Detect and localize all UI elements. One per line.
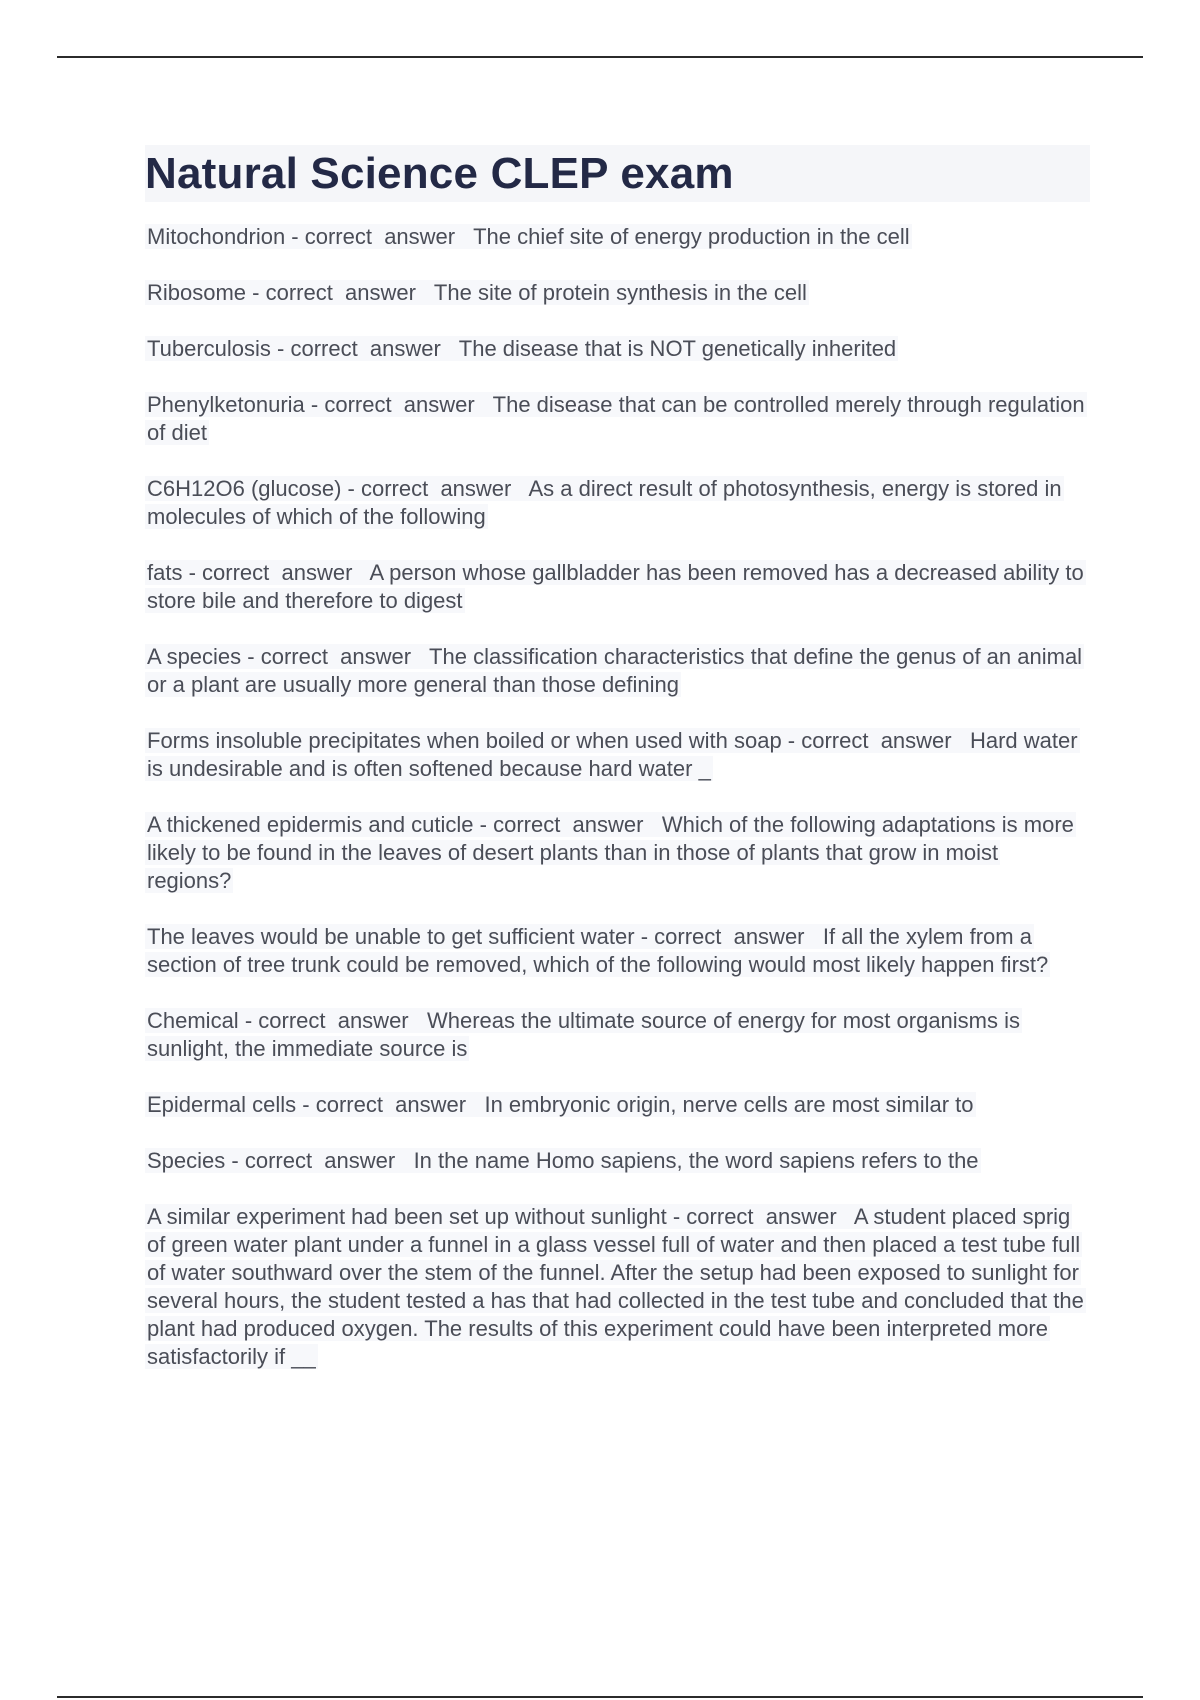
qa-separator: - correct answer (182, 560, 370, 585)
bottom-rule (57, 1696, 1143, 1698)
qa-answer: A species (147, 644, 242, 669)
qa-separator: - correct answer (781, 728, 970, 753)
qa-text (145, 924, 1050, 977)
qa-question: As a direct result of photosynthesis, energy is stored in molecules of which of the following (147, 476, 1062, 529)
qa-separator: - correct answer (634, 924, 823, 949)
qa-text (145, 728, 1080, 781)
qa-question: A student placed sprig of green water plant under a funnel in a glass vessel full of water and then placed a test tube full of water southward over the stem of the funnel. After the setup had been exposed to sunlight for several hours, the student tested a has that had collected in the test tube and concluded that the plant had produced oxygen. The results of this experiment could have been interpreted more satisfactorily if __ (147, 1204, 1084, 1369)
qa-question: Which of the following adaptations is more likely to be found in the leaves of desert plants than in those of plants that grow in moist regions? (147, 812, 1074, 893)
qa-answer: Mitochondrion (147, 224, 286, 249)
qa-text (145, 1092, 976, 1117)
qa-text (145, 1148, 981, 1173)
qa-item (145, 923, 1090, 979)
qa-separator: - correct answer (666, 1204, 854, 1229)
qa-text (145, 476, 1064, 529)
qa-answer: Tuberculosis (147, 336, 271, 361)
qa-separator: - correct answer (246, 280, 434, 305)
qa-list (145, 223, 1090, 1371)
qa-question: In embryonic origin, nerve cells are most similar to (484, 1092, 974, 1117)
top-rule (57, 56, 1143, 58)
qa-item (145, 1203, 1090, 1371)
qa-question: The chief site of energy production in the cell (473, 224, 910, 249)
qa-item (145, 279, 1090, 307)
qa-answer: fats (147, 560, 183, 585)
title-banner (145, 145, 1090, 202)
qa-separator: - correct answer (473, 812, 662, 837)
qa-item (145, 1147, 1090, 1175)
qa-text (145, 812, 1076, 893)
qa-answer: A similar experiment had been set up without sunlight (147, 1204, 667, 1229)
qa-text (145, 392, 1087, 445)
qa-item (145, 1007, 1090, 1063)
qa-answer: Epidermal cells (147, 1092, 297, 1117)
qa-item (145, 643, 1090, 699)
qa-answer: Forms insoluble precipitates when boiled or when used with soap (147, 728, 782, 753)
page-title: Natural Science CLEP exam (145, 148, 734, 198)
qa-text (145, 224, 912, 249)
document-body (145, 145, 1090, 1399)
qa-answer: C6H12O6 (glucose) (147, 476, 342, 501)
qa-separator: - correct answer (304, 392, 493, 417)
qa-question: In the name Homo sapiens, the word sapiens refers to the (413, 1148, 979, 1173)
qa-item (145, 559, 1090, 615)
qa-item (145, 391, 1090, 447)
qa-answer: Phenylketonuria (147, 392, 305, 417)
qa-separator: - correct answer (296, 1092, 485, 1117)
qa-separator: - correct answer (341, 476, 529, 501)
qa-question: The disease that is NOT genetically inherited (458, 336, 897, 361)
qa-separator: - correct answer (285, 224, 474, 249)
qa-answer: Chemical (147, 1008, 239, 1033)
qa-answer: A thickened epidermis and cuticle (147, 812, 474, 837)
qa-question: The classification characteristics that define the genus of an animal or a plant are usually more general than those defining (147, 644, 1083, 697)
qa-answer: Ribosome (147, 280, 247, 305)
qa-item (145, 811, 1090, 895)
qa-item (145, 335, 1090, 363)
qa-text (145, 560, 1086, 613)
qa-question: The site of protein synthesis in the cell (433, 280, 807, 305)
qa-item (145, 727, 1090, 783)
qa-answer: The leaves would be unable to get sufficient water (147, 924, 635, 949)
qa-item (145, 223, 1090, 251)
qa-separator: - correct answer (225, 1148, 414, 1173)
qa-question: Whereas the ultimate source of energy for most organisms is sunlight, the immediate source is (147, 1008, 1021, 1061)
qa-text (145, 644, 1084, 697)
qa-item (145, 475, 1090, 531)
qa-question: If all the xylem from a section of tree trunk could be removed, which of the following would most likely happen first? (147, 924, 1049, 977)
qa-question: The disease that can be controlled merely through regulation of diet (147, 392, 1085, 445)
qa-separator: - correct answer (241, 644, 430, 669)
qa-separator: - correct answer (270, 336, 459, 361)
qa-separator: - correct answer (238, 1008, 427, 1033)
qa-answer: Species (147, 1148, 226, 1173)
qa-item (145, 1091, 1090, 1119)
qa-text (145, 336, 898, 361)
qa-text (145, 280, 809, 305)
qa-text (145, 1204, 1086, 1369)
qa-question: Hard water is undesirable and is often softened because hard water _ (147, 728, 1078, 781)
qa-question: A person whose gallbladder has been removed has a decreased ability to store bile and therefore to digest (147, 560, 1084, 613)
qa-text (145, 1008, 1022, 1061)
